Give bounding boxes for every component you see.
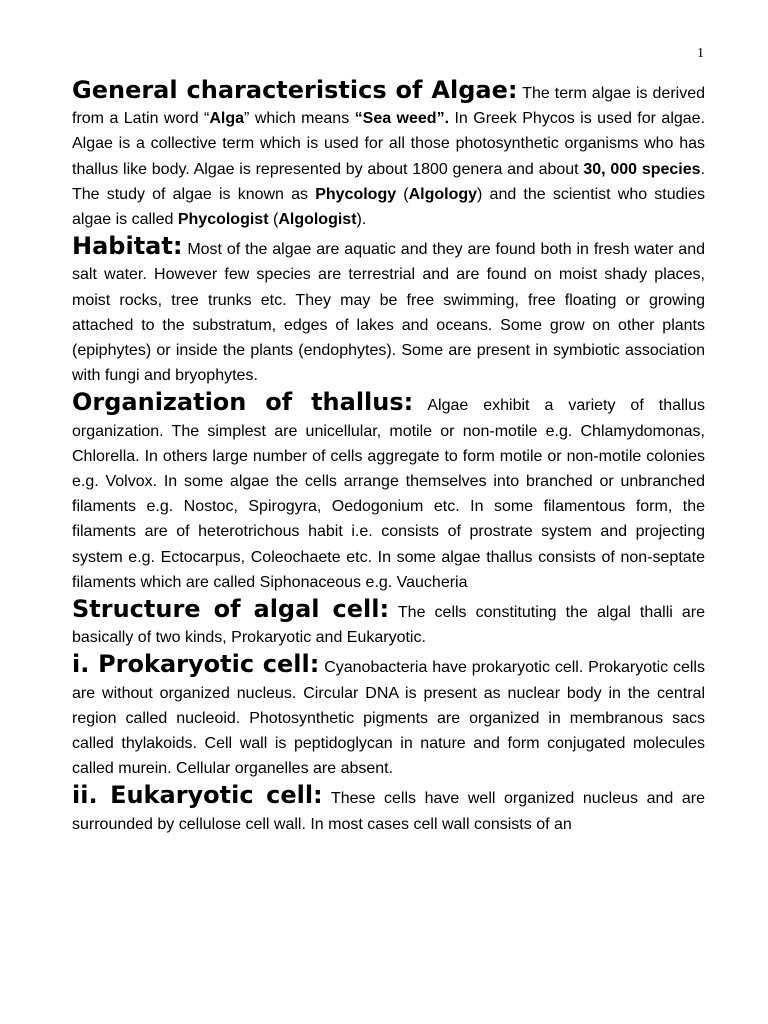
heading-general-characteristics: General characteristics of Algae: bbox=[72, 76, 518, 104]
paragraph-habitat bbox=[72, 232, 705, 388]
heading-organization-of-thallus: Organization of thallus: bbox=[72, 388, 414, 417]
text: These cells have well organized nucleus and are surrounded by cellulose cell wall. In most cases cell wall consists of an bbox=[72, 790, 706, 833]
text: The term algae is derived from a Latin word “ bbox=[72, 85, 706, 128]
text: ) and the scientist who studies algae is called bbox=[72, 185, 706, 229]
document-body bbox=[72, 76, 705, 837]
text: Cyanobacteria have prokaryotic cell. Prokaryotic cells are without organized nucleus. Circular DNA is present as nuclear body in the central region called nucleoid. Photosynthetic pigments are organized in membranous sacs called thylakoids. Cell wall is peptidoglycan in nature and form conjugated molecules called murein. Cellular organelles are absent. bbox=[72, 659, 705, 778]
text: ” which means bbox=[244, 110, 355, 128]
bold-term: Phycology bbox=[315, 185, 397, 203]
bold-term: Algologist bbox=[278, 211, 357, 229]
text: Most of the algae are aquatic and they are found both in fresh water and salt water. However few species are terrestrial and are found on moist shady places, moist rocks, tree trunks etc. They may be free swimming, free floating or growing attached to the substratum, edges of lakes and oceans. Some grow on other plants (epiphytes) or inside the plants (endophytes). Some are present in symbiotic association with fungi and bryophytes. bbox=[72, 241, 705, 385]
bold-term: 30, 000 species bbox=[583, 160, 701, 178]
text: ( bbox=[268, 211, 279, 229]
heading-habitat: Habitat: bbox=[72, 232, 183, 261]
paragraph-structure-of-algal-cell bbox=[72, 595, 705, 650]
text: In Greek Phycos is used for algae. Algae is a collective term which is used for all those photosynthetic organisms who has thallus like body. Algae is represented by about 1800 genera and about bbox=[72, 110, 706, 178]
paragraph-prokaryotic-cell bbox=[72, 650, 705, 781]
bold-term: Algology bbox=[408, 185, 478, 203]
text: . The study of algae is known as bbox=[72, 160, 705, 203]
bold-term: Phycologist bbox=[177, 211, 269, 229]
heading-eukaryotic-cell: ii. Eukaryotic cell: bbox=[72, 781, 323, 810]
bold-term: “Sea weed”. bbox=[354, 110, 450, 128]
heading-structure-of-algal-cell: Structure of algal cell: bbox=[72, 595, 390, 624]
text: ). bbox=[356, 211, 367, 229]
paragraph-eukaryotic-cell bbox=[72, 781, 705, 836]
heading-prokaryotic-cell: i. Prokaryotic cell: bbox=[72, 650, 320, 679]
paragraph-organization-of-thallus bbox=[72, 388, 705, 595]
text: Algae exhibit a variety of thallus organization. The simplest are unicellular, motile or non-motile e.g. Chlamydomonas, Chlorella. In others large number of cells aggregate to form motile or non-motile colonies e.g. Volvox. In some algae the cells arrange themselves into branched or unbranched filaments e.g. Nostoc, Spirogyra, Oedogonium etc. In some filamentous form, the filaments are of heterotrichous habit i.e. consists of prostrate system and projecting system e.g. Ectocarpus, Coleochaete etc. In some algae thallus consists of non-septate filaments which are called Siphonaceous e.g. Vaucheria bbox=[72, 397, 706, 591]
text: ( bbox=[396, 185, 409, 203]
text: The cells constituting the algal thalli are basically of two kinds, Prokaryotic and Eukaryotic. bbox=[72, 604, 706, 647]
page-number: 1 bbox=[697, 46, 704, 61]
paragraph-general-characteristics bbox=[72, 76, 705, 232]
bold-term: Alga bbox=[209, 110, 245, 128]
